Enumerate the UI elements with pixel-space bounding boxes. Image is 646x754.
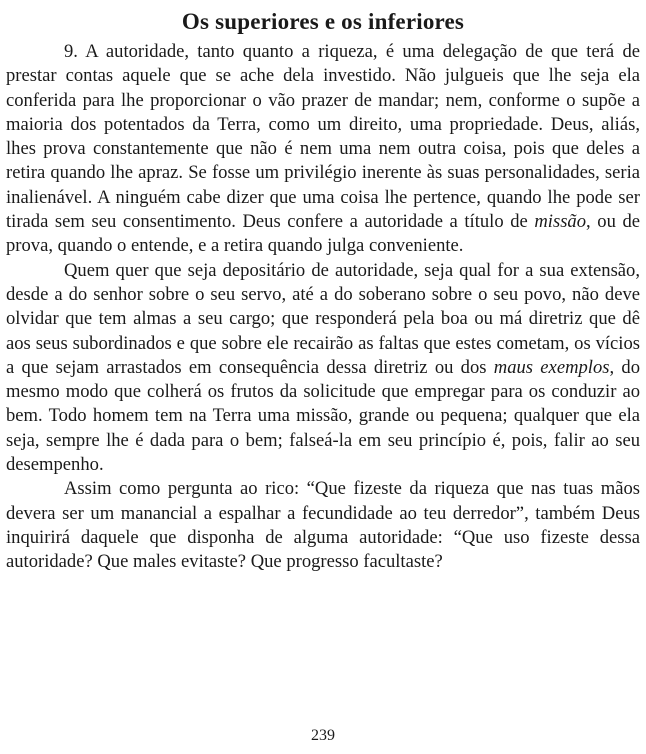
paragraph-2 <box>6 259 640 478</box>
chapter-title: Os superiores e os inferiores <box>181 9 465 34</box>
paragraph-2-text-b: , do mesmo modo que colherá os frutos da solicitude que empregar para os conduzir ao bem. Todo homem tem na Terra uma missão, grande ou pequena; qualquer que ela seja, sempre lhe é dada para o bem; falseá-la em seu princípio é, pois, falir ao seu desempenho. <box>6 356 641 476</box>
book-page <box>6 0 640 754</box>
paragraph-3-text: Assim como pergunta ao rico: “Que fizeste da riqueza que nas tuas mãos devera ser um manancial a espalhar a fecundidade ao teu derredor”, também Deus inquirirá daquele que disponha de alguma autoridade: “Que uso fizeste dessa autoridade? Que males evitaste? Que progresso facultaste? <box>6 478 640 573</box>
page-number: 239 <box>311 727 335 744</box>
paragraph-3 <box>6 477 640 574</box>
paragraph-2-text-a: Quem quer que seja depositário de autoridade, seja qual for a sua extensão, desde a do senhor sobre o seu servo, até a do soberano sobre o seu povo, não deve olvidar que tem almas a seu cargo; que responderá pela boa ou má diretriz que dê aos seus subordinados e que sobre ele recairão as faltas que estes cometam, os vícios a que sejam arrastados em consequência dessa diretriz ou dos <box>6 259 640 378</box>
paragraph-1-text-a: 9. A autoridade, tanto quanto a riqueza, é uma delegação de que terá de prestar contas aquele que se ache dela investido. Não julgueis que lhe seja ela conferida para lhe proporcionar o vão prazer de mandar; nem, conforme o supõe a maioria dos potentados da Terra, como um direito, uma propriedade. Deus, aliás, lhes prova constantemente que não é nem uma nem outra coisa, pois que deles a retira quando lhe apraz. Se fosse um privilégio inerente às suas personalidades, seria inalienável. A ninguém cabe dizer que uma coisa lhe pertence, quando lhe pode ser tirada sem seu consentimento. Deus confere a autoridade a título de <box>6 41 640 233</box>
paragraph-1-text-b: , ou de prova, quando o entende, e a retira quando julga conveniente. <box>6 211 640 257</box>
paragraph-1 <box>6 40 640 259</box>
body-text <box>6 40 640 575</box>
emphasis-maus-exemplos: maus exemplos <box>493 356 610 378</box>
emphasis-missao: missão <box>534 211 587 233</box>
